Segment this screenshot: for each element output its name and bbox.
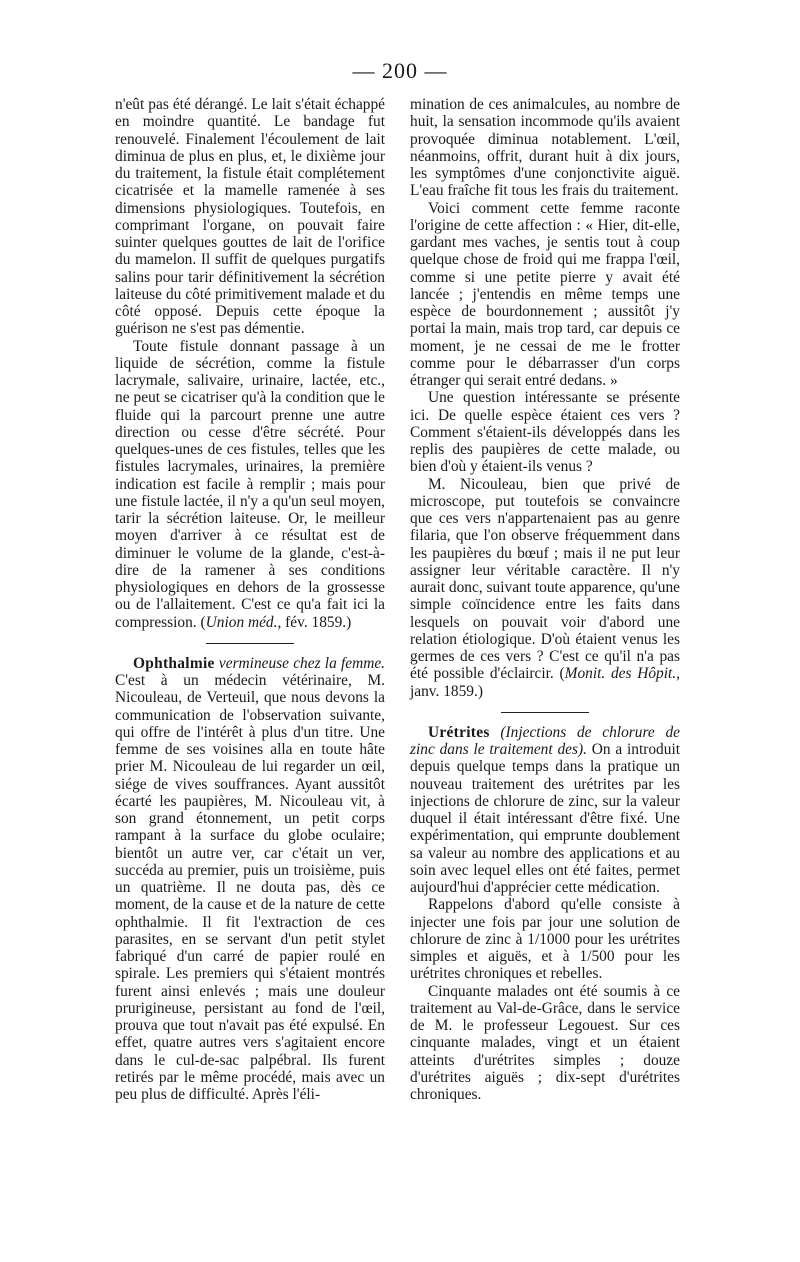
paragraph <box>410 476 680 700</box>
paragraph: Cinquante malades ont été soumis à ce traitement au Val-de-Grâce, dans le service de M. le professeur Legouest. Sur ces cinquante malades, vingt et un étaient atteints d'urétrites simples ; douze d'urétrites aiguës ; dix-sept d'urétrites chroniques. <box>410 982 680 1103</box>
section-subheading: (Injections de chlorure de zinc dans le traitement des). <box>410 723 680 758</box>
section-heading: Urétrites <box>428 723 490 741</box>
paragraph: mination de ces animalcules, au nombre de huit, la sensation incommode qu'ils avaient provoquée diminua notablement. L'œil, néanmoins, offrit, durant huit à dix jours, les symptômes d'une conjonctivite aiguë. L'eau fraîche fit tous les frais du traitement. <box>410 96 680 200</box>
paragraph: Une question intéressante se présente ici. De quelle espèce étaient ces vers ? Comment s'étaient-ils développés dans les replis des paupières de cette malade, ou bien d'où y étaient-ils venus ? <box>410 389 680 476</box>
paragraph-text: On a introduit depuis quelque temps dans la pratique un nouveau traitement des urétrites par les injections de chlorure de zinc, sur la valeur duquel il était intéressant d'être fixé. Une expérimentation, qui emprunte doublement sa valeur au nombre des applications et au soin avec lequel elles ont été faites, permet aujourd'hui d'apprécier cette médication. <box>410 741 680 896</box>
citation-open: ( <box>200 613 206 631</box>
page-number: — 200 — <box>352 58 448 83</box>
paragraph: Voici comment cette femme raconte l'origine de cette affection : « Hier, dit-elle, gardant mes vaches, je sentis tout à coup quelque chose de froid qui me frappa l'œil, comme si une petite pierre y avait été lancée ; j'entendis en même temps une espèce de bourdonnement ; aussitôt j'y portai la main, mais trop tard, car depuis ce moment, je ne cessai de me le frotter comme pour le débarrasser d'un corps étranger qui serait entré dedans. » <box>410 199 680 389</box>
paragraph <box>115 338 385 631</box>
section-divider <box>206 643 294 644</box>
section-paragraph <box>115 655 385 1104</box>
citation-open: ( <box>559 665 565 683</box>
right-column <box>410 96 680 1103</box>
left-column <box>115 96 385 1103</box>
paragraph-text: C'est à un médecin vétérinaire, M. Nicouleau, de Verteuil, que nous devons la communication de l'observation suivante, qui offre de l'intérêt à plus d'un titre. Une femme de ses voisines alla en toute hâte prier M. Nicouleau de lui regarder un œil, siége de vives souffrances. Ayant aussitôt écarté les paupières, M. Nicouleau vit, à son grand étonnement, un petit corps rampant à la surface du globe oculaire; bientôt un autre ver, car c'était un ver, succéda au premier, puis un troisième, puis un quatrième. Il ne douta pas, dès ce moment, de la cause et de la nature de cette ophthalmie. Il fit l'extraction de ces parasites, en se servant d'un petit stylet fabriqué d'un carré de papier roulé en spirale. Les premiers qui s'étaient montrés furent ainsi enlevés ; mais une douleur prurigineuse, persistant au fond de l'œil, prouva que tout n'avait pas été expulsé. En effet, quatre autres vers s'agitaient encore dans le cul-de-sac palpébral. Ils furent retirés par le même procédé, mais avec un peu plus de difficulté. Après l'éli- <box>115 672 385 1103</box>
citation-date: , fév. 1859.) <box>277 613 352 631</box>
paragraph-text: Toute fistule donnant passage à un liquide de sécrétion, comme la fistule lacrymale, salivaire, urinaire, lactée, etc., ne peut se cicatriser qu'à la condition que le fluide qui la parcourt prenne une autre direction ou cesse d'être sécrété. Pour quelques-unes de ces fistules, telles que les fistules lacrymales, urinaires, la première indication est facile à remplir ; mais pour une fistule lactée, il n'y a qu'un seul moyen, tarir la sécrétion laiteuse. Or, le meilleur moyen d'arriver à ce résultat est de diminuer le volume de la glande, c'est-à-dire de la ramener à ses conditions physiologiques en dehors de la grossesse ou de l'allaitement. C'est ce qu'a fait ici la compression. <box>115 337 385 631</box>
citation-source: Monit. des Hôpit. <box>564 665 677 683</box>
section-paragraph <box>410 724 680 897</box>
citation-date: , janv. 1859.) <box>410 665 680 700</box>
paragraph: Rappelons d'abord qu'elle consiste à injecter une fois par jour une solution de chlorure de zinc à 1/1000 pour les urétrites simples et aiguës, et à 1/500 pour les urétrites chroniques et rebelles. <box>410 896 680 983</box>
section-heading: Ophthalmie <box>133 654 215 672</box>
section-divider <box>501 712 589 713</box>
paragraph-text: M. Nicouleau, bien que privé de microscope, put toutefois se convaincre que ces vers n'appartenaient pas au genre filaria, que l'on observe fréquemment dans les paupières du bœuf ; mais il ne put leur assigner leur véritable caractère. Il n'y aurait donc, suivant toute apparence, qu'une simple coïncidence entre les faits dans lesquels on pouvait voir d'abord une relation étiologique. D'où étaient venus les germes de ces vers ? C'est ce qu'il n'a pas été possible d'éclaircir. <box>410 475 680 683</box>
section-subheading: vermineuse chez la femme. <box>214 654 385 672</box>
paragraph: n'eût pas été dérangé. Le lait s'était échappé en moindre quantité. Le bandage fut renouvelé. Finalement l'écoulement de lait diminua de plus en plus, et, le dixième jour du traitement, la fistule était complétement cicatrisée et la mamelle ramenée à ses dimensions physiologiques. Toutefois, en comprimant l'organe, on pouvait faire suinter quelques gouttes de lait de l'orifice du mamelon. Il suffit de quelques purgatifs salins pour tarir définitivement la sécrétion laiteuse du côté primitivement malade et du côté opposé. Depuis cette époque la guérison ne s'est pas démentie. <box>115 96 385 338</box>
citation-source: Union méd. <box>205 613 278 631</box>
